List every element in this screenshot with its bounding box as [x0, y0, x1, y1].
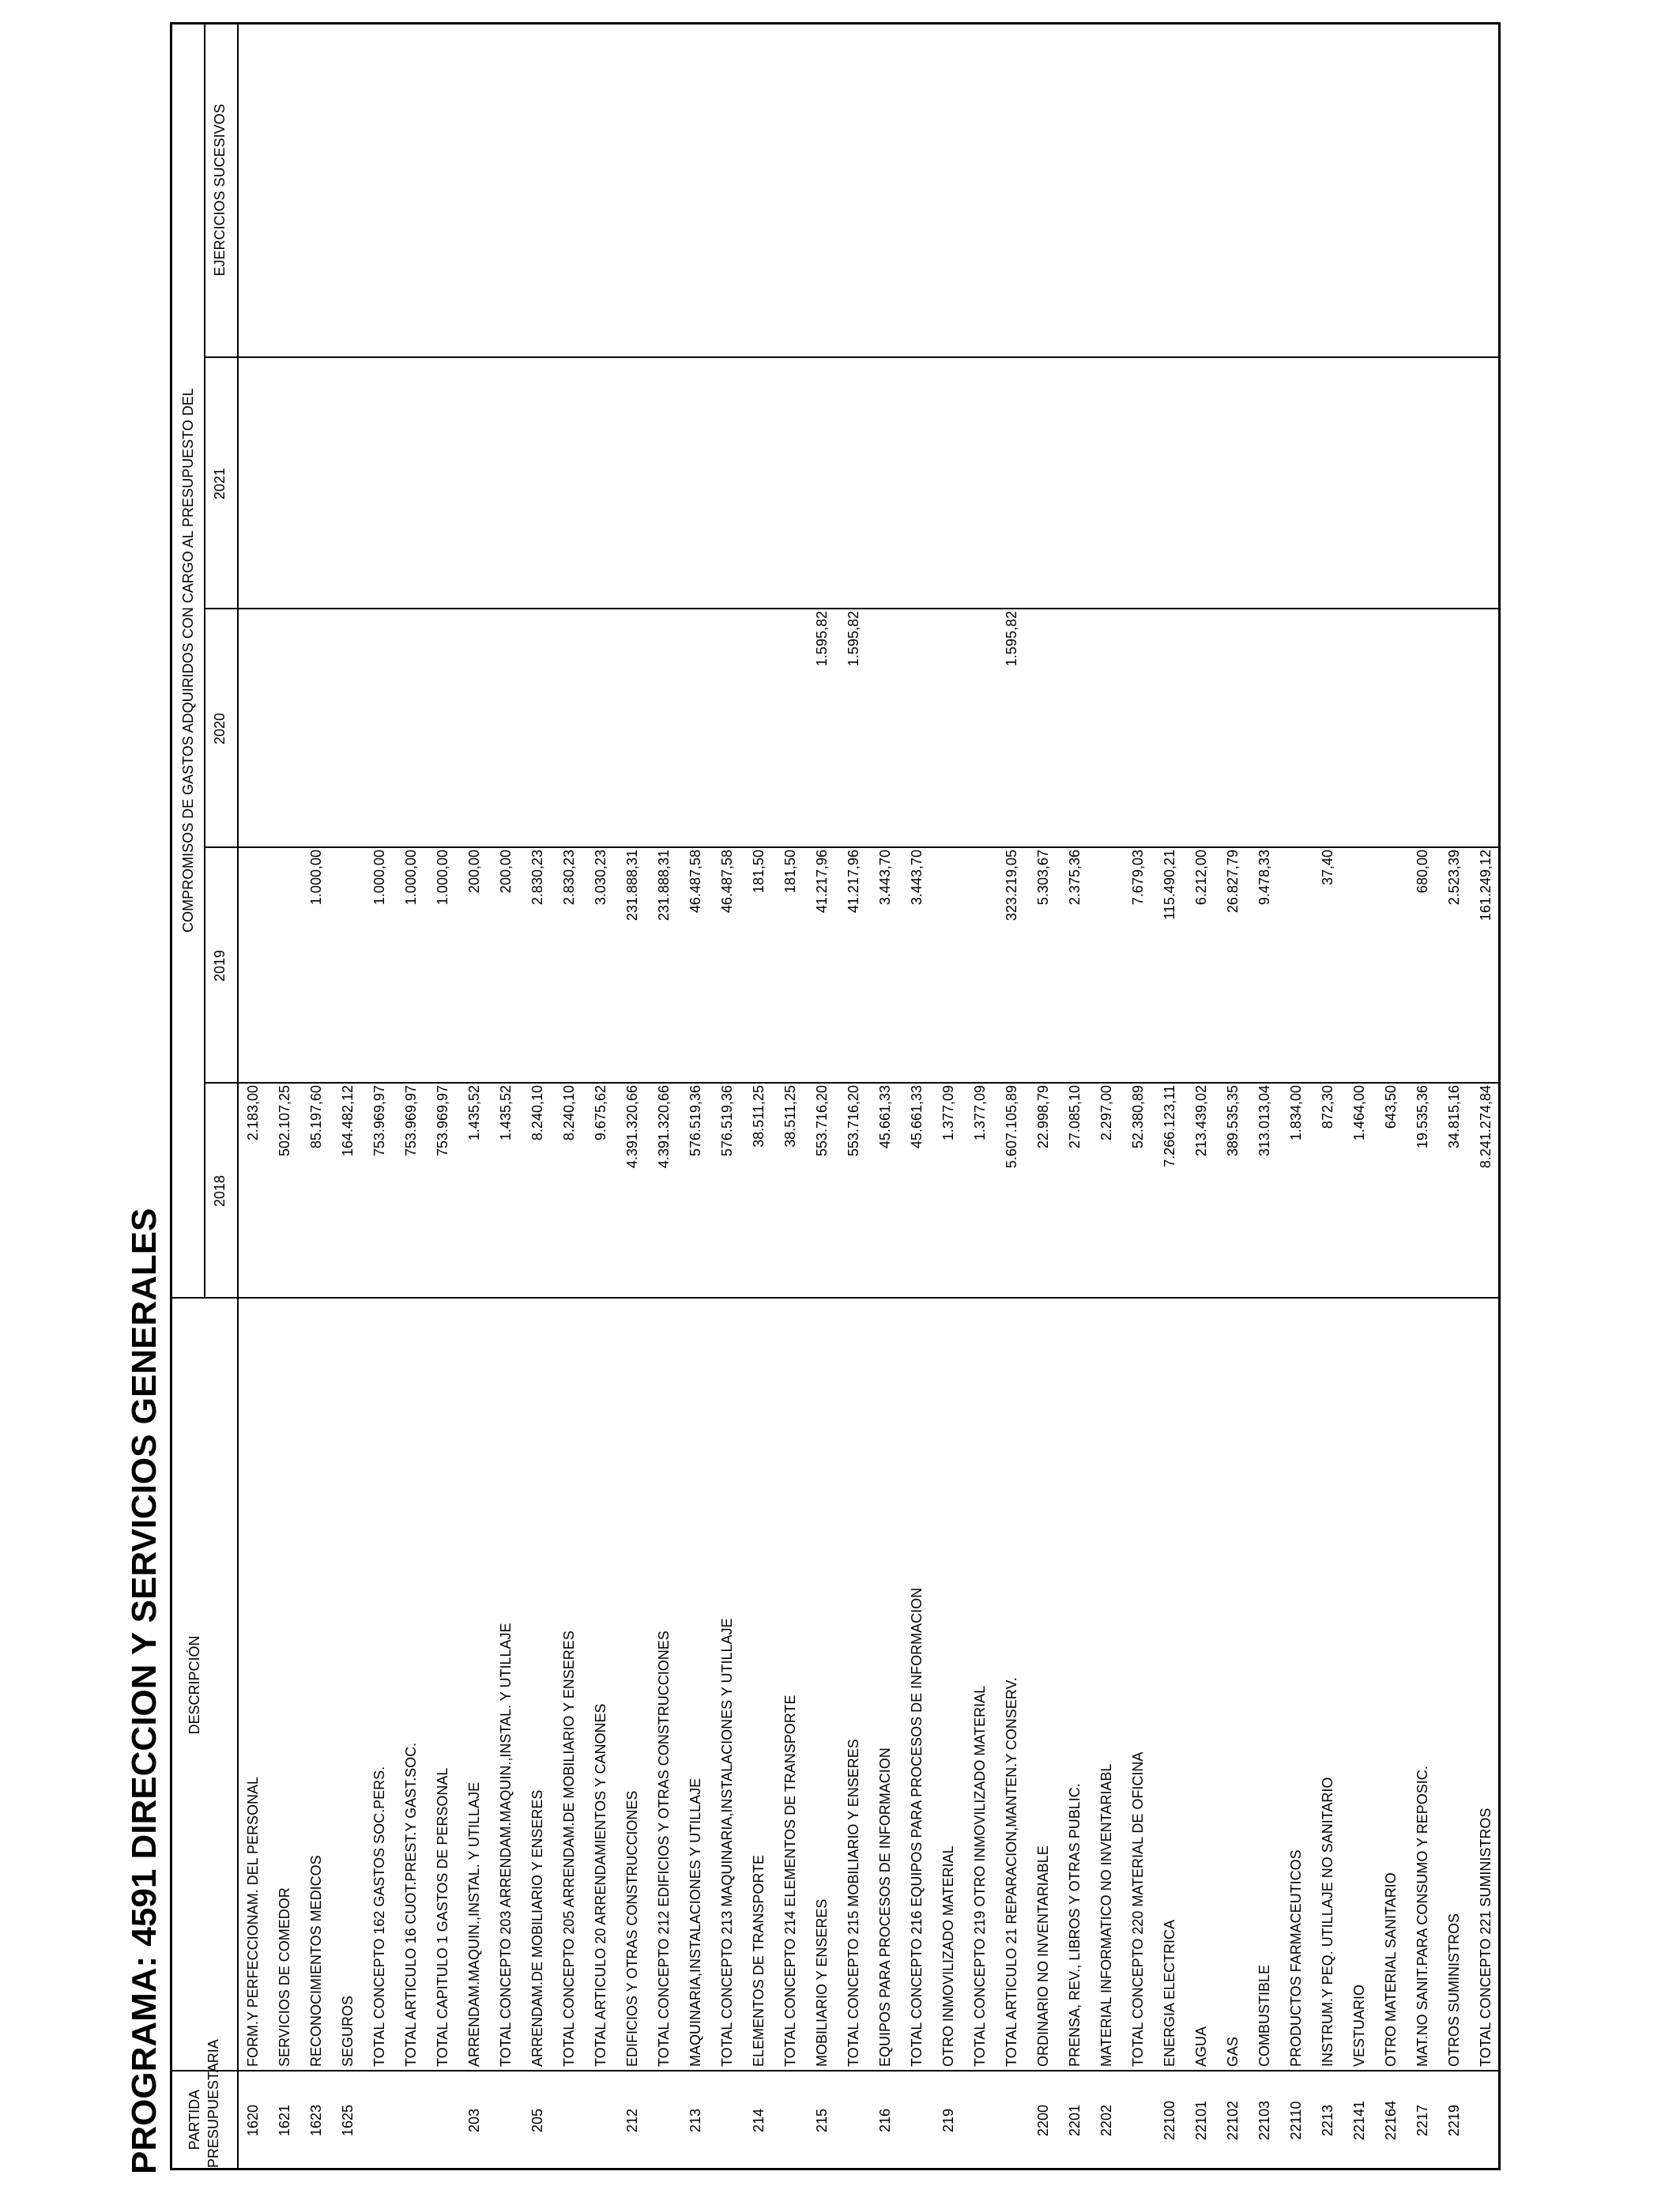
row-descripcion: GAS: [1225, 2036, 1241, 2067]
row-partida: 22141: [1351, 2100, 1367, 2141]
row-value-2018: 872,30: [1320, 1085, 1335, 1129]
row-value-2018: 1.377,09: [972, 1085, 988, 1141]
row-descripcion: PRODUCTOS FARMACEUTICOS: [1288, 1849, 1304, 2067]
row-value-2018: 27.085,10: [1067, 1085, 1083, 1149]
table-row: [967, 25, 999, 2168]
row-descripcion: ENERGIA ELECTRICA: [1162, 1919, 1177, 2067]
table-row: [1030, 25, 1062, 2168]
row-partida: 22164: [1383, 2100, 1399, 2141]
row-descripcion: ARRENDAM.MAQUIN.,INSTAL. Y UTILLAJE: [466, 1781, 482, 2067]
row-value-2019: 46.487,58: [719, 850, 735, 914]
row-descripcion: TOTAL CONCEPTO 214 ELEMENTOS DE TRANSPORTE: [782, 1695, 798, 2067]
header-divider-body: [237, 22, 239, 2168]
table-row: [335, 25, 367, 2168]
row-descripcion: SERVICIOS DE COMEDOR: [277, 1887, 292, 2067]
table-row: [841, 25, 872, 2168]
row-value-2018: 502.107,25: [277, 1085, 292, 1157]
table-row: [525, 25, 556, 2168]
row-descripcion: TOTAL CONCEPTO 212 EDIFICIOS Y OTRAS CONSTRUCCIONES: [656, 1630, 672, 2067]
row-value-2019: 1.000,00: [435, 850, 450, 906]
table-row: [904, 25, 936, 2168]
row-value-2020: 1.595,82: [814, 611, 830, 667]
row-value-2018: 164.482,12: [340, 1085, 356, 1157]
row-value-2019: 1.000,00: [371, 850, 387, 906]
row-partida: 2201: [1067, 2104, 1083, 2137]
page-title: PROGRAMA: 4591 DIRECCION Y SERVICIOS GENERALES: [125, 1208, 164, 2174]
table-row: [430, 25, 461, 2168]
table-row: [1220, 25, 1252, 2168]
row-partida: 2217: [1414, 2104, 1430, 2137]
row-value-2019: 323.219,05: [1004, 850, 1019, 922]
header-compromisos: COMPROMISOS DE GASTOS ADQUIRIDOS CON CARGO AL PRESUPUESTO DEL: [180, 388, 196, 933]
row-value-2018: 5.607.105,89: [1004, 1085, 1019, 1169]
row-partida: 213: [687, 2108, 703, 2133]
row-value-2019: 181,50: [782, 850, 798, 894]
table-row: [588, 25, 620, 2168]
row-descripcion: TOTAL CAPITULO 1 GASTOS DE PERSONAL: [435, 1767, 450, 2067]
row-value-2018: 313.013,04: [1256, 1085, 1272, 1157]
row-value-2019: 37,40: [1320, 850, 1335, 886]
row-partida: 2202: [1098, 2104, 1114, 2137]
row-descripcion: ORDINARIO NO INVENTARIABLE: [1035, 1845, 1051, 2067]
row-value-2019: 3.443,70: [877, 850, 893, 906]
row-value-2018: 8.240,10: [529, 1085, 545, 1141]
row-value-2019: 41.217,96: [814, 850, 830, 914]
row-value-2019: 46.487,58: [687, 850, 703, 914]
row-descripcion: TOTAL CONCEPTO 221 SUMINISTROS: [1478, 1808, 1494, 2067]
row-value-2018: 753.969,97: [403, 1085, 419, 1157]
row-value-2018: 1.377,09: [940, 1085, 956, 1141]
row-value-2018: 4.391.320,66: [624, 1085, 640, 1169]
table-row: [999, 25, 1030, 2168]
table-row: [936, 25, 967, 2168]
row-value-2018: 1.834,00: [1288, 1085, 1304, 1141]
row-value-2018: 753.969,97: [435, 1085, 450, 1157]
row-value-2019: 2.830,23: [529, 850, 545, 906]
row-partida: 219: [940, 2108, 956, 2133]
row-value-2019: 181,50: [751, 850, 767, 894]
table-row: [778, 25, 809, 2168]
header-presupuestaria: PRESUPUESTARIA: [205, 2039, 221, 2168]
row-value-2018: 2.183,00: [245, 1085, 261, 1141]
row-value-2019: 2.523,39: [1446, 850, 1462, 906]
row-value-2019: 3.443,70: [909, 850, 925, 906]
table-row: [1410, 25, 1441, 2168]
row-descripcion: FORM.Y PERFECCIONAM. DEL PERSONAL: [245, 1776, 261, 2067]
row-value-2018: 45.661,33: [909, 1085, 925, 1149]
row-descripcion: OTROS SUMINISTROS: [1446, 1913, 1462, 2067]
row-descripcion: ARRENDAM.DE MOBILIARIO Y ENSERES: [529, 1789, 545, 2067]
row-descripcion: VESTUARIO: [1351, 1984, 1367, 2067]
table-row: [1378, 25, 1410, 2168]
row-value-2018: 553.716,20: [846, 1085, 861, 1157]
row-descripcion: TOTAL CONCEPTO 203 ARRENDAM.MAQUIN.,INSTAL. Y UTILLAJE: [498, 1623, 514, 2067]
row-value-2018: 553.716,20: [814, 1085, 830, 1157]
row-descripcion: OTRO MATERIAL SANITARIO: [1383, 1872, 1399, 2067]
row-partida: 22101: [1193, 2100, 1209, 2141]
table-row: [461, 25, 493, 2168]
row-descripcion: TOTAL ARTICULO 20 ARRENDAMIENTOS Y CANONES: [593, 1703, 608, 2067]
row-value-2018: 34.815,16: [1446, 1085, 1462, 1149]
row-descripcion: MAQUINARIA,INSTALACIONES Y UTILLAJE: [687, 1777, 703, 2067]
row-partida: 1621: [277, 2104, 292, 2137]
row-value-2018: 576.519,36: [719, 1085, 735, 1157]
row-value-2019: 9.478,33: [1256, 850, 1272, 906]
row-value-2019: 26.827,79: [1225, 850, 1241, 914]
row-value-2018: 753.969,97: [371, 1085, 387, 1157]
row-partida: 205: [529, 2108, 545, 2133]
row-value-2019: 2.830,23: [561, 850, 577, 906]
header-2020: 2020: [212, 712, 228, 745]
table-row: [240, 25, 272, 2168]
row-descripcion: TOTAL CONCEPTO 215 MOBILIARIO Y ENSERES: [846, 1739, 861, 2067]
row-value-2019: 5.303,67: [1035, 850, 1051, 906]
row-value-2019: 200,00: [466, 850, 482, 894]
table-row: [1315, 25, 1347, 2168]
row-value-2018: 19.535,36: [1414, 1085, 1430, 1149]
row-descripcion: TOTAL CONCEPTO 205 ARRENDAM.DE MOBILIARIO Y ENSERES: [561, 1630, 577, 2067]
header-2018: 2018: [212, 1174, 228, 1208]
table-row: [651, 25, 683, 2168]
table-row: [1473, 25, 1505, 2168]
row-descripcion: MATERIAL INFORMATICO NO INVENTARIABL: [1098, 1763, 1114, 2067]
row-descripcion: TOTAL CONCEPTO 219 OTRO INMOVILIZADO MATERIAL: [972, 1685, 988, 2067]
table-row: [1062, 25, 1094, 2168]
row-descripcion: EQUIPOS PARA PROCESOS DE INFORMACION: [877, 1747, 893, 2067]
row-value-2019: 2.375,36: [1067, 850, 1083, 906]
row-value-2019: 115.490,21: [1162, 850, 1177, 920]
row-value-2019: 7.679,03: [1130, 850, 1146, 906]
row-descripcion: TOTAL CONCEPTO 162 GASTOS SOC.PERS.: [371, 1766, 387, 2067]
row-descripcion: TOTAL ARTICULO 21 REPARACION,MANTEN.Y CONSERV.: [1004, 1677, 1019, 2067]
table-row: [746, 25, 778, 2168]
header-2021: 2021: [212, 467, 228, 500]
row-descripcion: OTRO INMOVILIZADO MATERIAL: [940, 1845, 956, 2067]
row-value-2018: 2.297,00: [1098, 1085, 1114, 1141]
row-value-2018: 1.435,52: [498, 1085, 514, 1141]
budget-table: [170, 22, 1501, 2170]
table-row: [872, 25, 904, 2168]
row-value-2018: 643,50: [1383, 1085, 1399, 1129]
table-row: [1347, 25, 1378, 2168]
row-descripcion: EDIFICIOS Y OTRAS CONSTRUCCIONES: [624, 1790, 640, 2067]
row-value-2019: 200,00: [498, 850, 514, 894]
header-descripcion: DESCRIPCIÓN: [186, 1635, 202, 1735]
table-row: [1157, 25, 1188, 2168]
row-partida: 2213: [1320, 2104, 1335, 2137]
row-value-2018: 38.511,25: [751, 1085, 767, 1148]
row-value-2018: 8.241.274,84: [1478, 1085, 1494, 1169]
table-row: [683, 25, 714, 2168]
row-partida: 22103: [1256, 2100, 1272, 2141]
row-partida: 1620: [245, 2104, 261, 2137]
table-row: [272, 25, 303, 2168]
table-row: [809, 25, 841, 2168]
row-value-2019: 3.030,23: [593, 850, 608, 906]
row-descripcion: ELEMENTOS DE TRANSPORTE: [751, 1854, 767, 2067]
row-descripcion: MOBILIARIO Y ENSERES: [814, 1898, 830, 2067]
header-partida: PARTIDA: [186, 2089, 202, 2151]
row-value-2019: 680,00: [1414, 850, 1430, 894]
table-row: [493, 25, 525, 2168]
table-row: [620, 25, 651, 2168]
table-row: [1188, 25, 1220, 2168]
row-descripcion: INSTRUM.Y PEQ. UTILLAJE NO SANITARIO: [1320, 1777, 1335, 2067]
row-partida: 1625: [340, 2104, 356, 2137]
row-value-2018: 8.240,10: [561, 1085, 577, 1141]
row-value-2019: 231.888,31: [656, 850, 672, 922]
row-partida: 214: [751, 2108, 767, 2133]
row-partida: 1623: [308, 2104, 324, 2137]
row-value-2019: 161.249,12: [1478, 850, 1494, 922]
row-value-2018: 38.511,25: [782, 1085, 798, 1148]
row-value-2018: 85.197,60: [308, 1085, 324, 1149]
row-partida: 22100: [1162, 2100, 1177, 2141]
row-descripcion: TOTAL CONCEPTO 213 MAQUINARIA,INSTALACIONES Y UTILLAJE: [719, 1618, 735, 2067]
row-value-2018: 7.266.123,11: [1162, 1085, 1177, 1167]
row-value-2018: 22.998,79: [1035, 1085, 1051, 1149]
row-descripcion: COMBUSTIBLE: [1256, 1964, 1272, 2067]
row-partida: 216: [877, 2108, 893, 2133]
row-value-2019: 41.217,96: [846, 850, 861, 914]
row-descripcion: TOTAL CONCEPTO 220 MATERIAL DE OFICINA: [1130, 1751, 1146, 2067]
table-row: [714, 25, 746, 2168]
table-row: [398, 25, 430, 2168]
row-value-2018: 1.464,00: [1351, 1085, 1367, 1141]
row-descripcion: SEGUROS: [340, 1995, 356, 2067]
row-value-2018: 45.661,33: [877, 1085, 893, 1149]
row-descripcion: AGUA: [1193, 2026, 1209, 2067]
table-row: [1441, 25, 1473, 2168]
table-row: [1125, 25, 1157, 2168]
row-value-2018: 389.535,35: [1225, 1085, 1241, 1157]
row-value-2020: 1.595,82: [1004, 611, 1019, 667]
row-partida: 2200: [1035, 2104, 1051, 2137]
row-partida: 2219: [1446, 2104, 1462, 2137]
row-descripcion: RECONOCIMIENTOS MEDICOS: [308, 1855, 324, 2067]
row-descripcion: MAT.NO SANIT.PARA CONSUMO Y REPOSIC.: [1414, 1766, 1430, 2067]
table-row: [556, 25, 588, 2168]
row-value-2020: 1.595,82: [846, 611, 861, 667]
row-partida: 203: [466, 2108, 482, 2133]
header-divider-years: [204, 22, 205, 1299]
row-value-2018: 1.435,52: [466, 1085, 482, 1141]
row-value-2018: 9.675,62: [593, 1085, 608, 1141]
row-value-2018: 576.519,36: [687, 1085, 703, 1157]
row-value-2019: 1.000,00: [308, 850, 324, 906]
table-row: [367, 25, 398, 2168]
row-partida: 215: [814, 2108, 830, 2133]
row-partida: 22102: [1225, 2100, 1241, 2141]
row-value-2018: 213.439,02: [1193, 1085, 1209, 1157]
row-descripcion: TOTAL ARTICULO 16 CUOT.PREST.Y GAST.SOC.: [403, 1742, 419, 2067]
row-value-2018: 4.391.320,66: [656, 1085, 672, 1169]
row-value-2019: 231.888,31: [624, 850, 640, 922]
row-value-2019: 1.000,00: [403, 850, 419, 906]
row-partida: 22110: [1288, 2101, 1304, 2140]
row-value-2018: 52.380,89: [1130, 1085, 1146, 1149]
header-ejercicios-sucesivos: EJERCICIOS SUCESIVOS: [212, 104, 228, 277]
row-value-2019: 6.212,00: [1193, 850, 1209, 906]
table-row: [1094, 25, 1125, 2168]
header-2019: 2019: [212, 949, 228, 982]
table-row: [303, 25, 335, 2168]
row-descripcion: PRENSA, REV., LIBROS Y OTRAS PUBLIC.: [1067, 1783, 1083, 2067]
table-row: [1252, 25, 1283, 2168]
row-descripcion: TOTAL CONCEPTO 216 EQUIPOS PARA PROCESOS DE INFORMACION: [909, 1587, 925, 2067]
row-partida: 212: [624, 2108, 640, 2133]
table-row: [1283, 25, 1315, 2168]
